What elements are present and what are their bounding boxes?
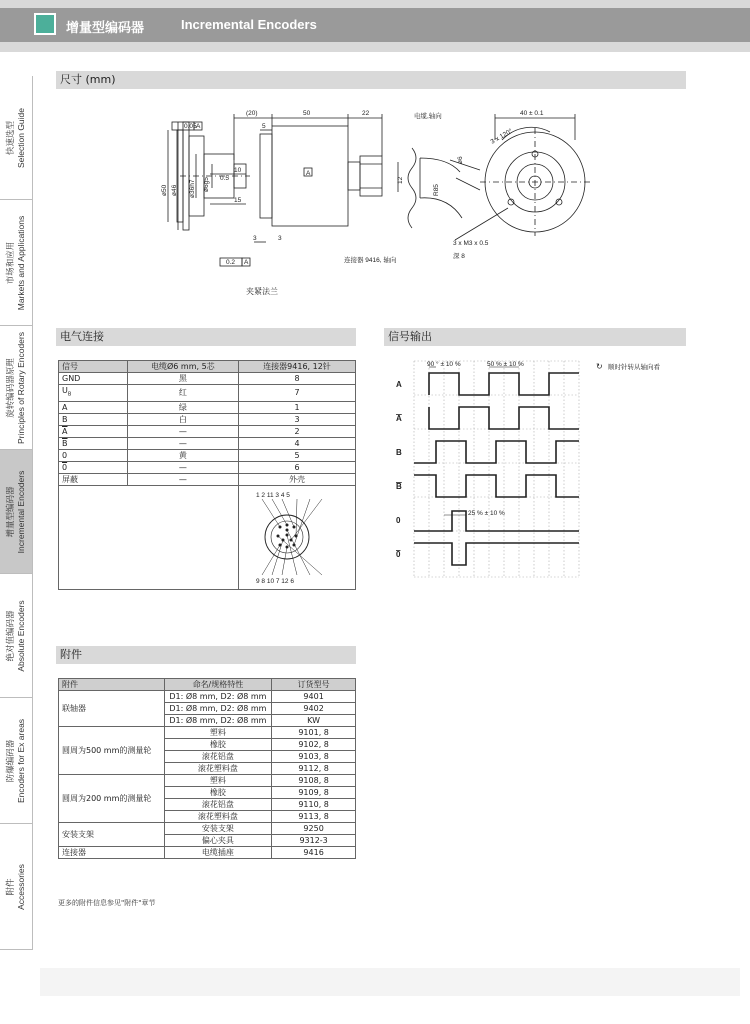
svg-text:ø6: ø6	[457, 156, 464, 164]
cell: 8	[238, 373, 355, 385]
svg-text:0.05: 0.05	[184, 123, 197, 130]
accessories-section-title: 附件	[56, 646, 356, 664]
table-row	[59, 449, 356, 461]
cell: 塑料	[164, 727, 272, 739]
cell: $\overline{A}$	[59, 425, 128, 437]
table-row	[59, 373, 356, 385]
cell: 安装支架	[164, 823, 272, 835]
cell: 9108, 8	[272, 775, 356, 787]
svg-text:25 % ± 10 %: 25 % ± 10 %	[468, 510, 505, 517]
cell: 黄	[127, 449, 238, 461]
group-name: 安装支架	[59, 823, 165, 847]
table-row	[59, 691, 356, 703]
side-tab-label: 绝对值编码器 Absolute Encoders	[5, 599, 26, 672]
side-tab-ex-areas[interactable]	[0, 698, 33, 824]
side-tab-label: 防爆编码器 Encoders for Ex areas	[5, 718, 26, 803]
cell: D1: Ø8 mm, D2: Ø8 mm	[164, 691, 272, 703]
svg-text:A: A	[396, 414, 402, 423]
cell: $U_B$	[59, 385, 128, 402]
svg-text:↻: ↻	[596, 362, 603, 371]
cell: 9103, 8	[272, 751, 356, 763]
header-order: 订货型号	[272, 679, 356, 691]
svg-text:10: 10	[234, 167, 242, 174]
cell: 9416	[272, 847, 356, 859]
cell: 7	[238, 385, 355, 402]
cell: 白	[127, 413, 238, 425]
table-header-row	[59, 361, 356, 373]
table-row	[59, 775, 356, 787]
cell: 橡胶	[164, 739, 272, 751]
svg-text:15: 15	[234, 197, 242, 204]
svg-text:顺时针转从轴向看: 顺时针转从轴向看	[608, 364, 660, 371]
cell: 9312-3	[272, 835, 356, 847]
cell: 3	[238, 413, 355, 425]
cell: 滚花塑料盘	[164, 811, 272, 823]
electrical-section-title: 电气连接	[56, 328, 356, 346]
cell: B	[59, 413, 128, 425]
cell: 9110, 8	[272, 799, 356, 811]
svg-text:12: 12	[397, 176, 404, 184]
svg-text:ø50: ø50	[161, 184, 168, 196]
group-name: 圆周为500 mm的测量轮	[59, 727, 165, 775]
page-header	[0, 0, 750, 52]
cell: —	[127, 425, 238, 437]
cell: 滚花塑料盘	[164, 763, 272, 775]
table-row	[59, 727, 356, 739]
cell: 偏心夹具	[164, 835, 272, 847]
header-signal: 信号	[59, 361, 128, 373]
cell: 黑	[127, 373, 238, 385]
svg-text:5: 5	[262, 123, 266, 130]
cell: 滚花铝盘	[164, 751, 272, 763]
electrical-table	[58, 360, 356, 590]
table-row	[59, 823, 356, 835]
pinout-cell	[238, 485, 355, 589]
side-tab-label: 增量型编码器 Incremental Encoders	[5, 470, 26, 553]
side-tab-label: 附件 Accessories	[5, 863, 26, 910]
header-logo-square	[34, 13, 56, 35]
table-header-row	[59, 679, 356, 691]
group-name: 圆周为200 mm的测量轮	[59, 775, 165, 823]
cell: 9102, 8	[272, 739, 356, 751]
svg-text:0: 0	[396, 516, 401, 525]
cell: 9101, 8	[272, 727, 356, 739]
cell: 9109, 8	[272, 787, 356, 799]
table-row	[59, 425, 356, 437]
table-row	[59, 437, 356, 449]
cell: 外壳	[238, 473, 355, 485]
side-tab-markets[interactable]	[0, 200, 33, 326]
svg-text:3 x M3 x 0.5: 3 x M3 x 0.5	[453, 240, 489, 247]
cell: $\overline{B}$	[59, 437, 128, 449]
group-name: 联轴器	[59, 691, 165, 727]
dimension-drawing	[150, 100, 600, 305]
svg-text:R85: R85	[433, 184, 440, 196]
cell: 4	[238, 437, 355, 449]
signal-section-title: 信号输出	[384, 328, 686, 346]
header-cable: 电缆Ø6 mm, 5芯	[127, 361, 238, 373]
cell: D1: Ø8 mm, D2: Ø8 mm	[164, 703, 272, 715]
svg-text:B: B	[396, 482, 402, 491]
connector-pinout-diagram	[242, 487, 352, 587]
cell: 绿	[127, 401, 238, 413]
side-tab-absolute[interactable]	[0, 574, 33, 698]
svg-text:电缆,轴向: 电缆,轴向	[414, 113, 442, 120]
accessories-note: 更多的附件信息参见"附件"章节	[58, 899, 156, 907]
svg-text:40 ± 0.1: 40 ± 0.1	[520, 110, 544, 117]
svg-text:B: B	[396, 448, 402, 457]
cell: 9113, 8	[272, 811, 356, 823]
cell: 0	[59, 449, 128, 461]
svg-text:0.2: 0.2	[226, 259, 236, 266]
side-tab-incremental[interactable]	[0, 450, 33, 574]
svg-text:ø36h7: ø36h7	[189, 179, 196, 198]
side-tab-label: 市场和应用 Markets and Applications	[5, 215, 26, 310]
table-row	[59, 847, 356, 859]
cell: D1: Ø8 mm, D2: Ø8 mm	[164, 715, 272, 727]
side-tab-accessories[interactable]	[0, 824, 33, 950]
svg-text:3: 3	[253, 235, 257, 242]
cell: KW	[272, 715, 356, 727]
svg-text:A: A	[244, 259, 249, 266]
svg-text:3 x 120°: 3 x 120°	[489, 127, 514, 146]
cell: 红	[127, 385, 238, 402]
table-row	[59, 461, 356, 473]
cell: 2	[238, 425, 355, 437]
footer-band	[40, 968, 740, 996]
svg-text:A: A	[306, 170, 311, 177]
cell: —	[127, 437, 238, 449]
header-connector: 连接器9416, 12针	[238, 361, 355, 373]
svg-text:50: 50	[303, 110, 311, 117]
svg-text:0: 0	[396, 550, 401, 559]
header-title-cn: 增量型编码器	[66, 21, 145, 36]
cell: 1	[238, 401, 355, 413]
cell: 6	[238, 461, 355, 473]
table-row	[59, 413, 356, 425]
side-tab-principles[interactable]	[0, 326, 33, 450]
cell: 塑料	[164, 775, 272, 787]
svg-text:(20): (20)	[246, 110, 258, 117]
table-row	[59, 473, 356, 485]
table-row	[59, 385, 356, 402]
pinout-row	[59, 485, 356, 589]
svg-text:9 8 10 7 12 6: 9 8 10 7 12 6	[255, 578, 294, 586]
svg-text:连接器 9416, 轴向: 连接器 9416, 轴向	[344, 257, 397, 264]
signal-timing-diagram	[384, 355, 684, 587]
svg-text:1 2 11 3 4 5: 1 2 11 3 4 5	[255, 492, 290, 500]
svg-text:90 ° ± 10 %: 90 ° ± 10 %	[427, 361, 461, 368]
cell: 9401	[272, 691, 356, 703]
svg-text:A: A	[196, 123, 201, 130]
cell: 屏蔽	[59, 473, 128, 485]
table-row	[59, 401, 356, 413]
svg-text:22: 22	[362, 110, 370, 117]
group-name: 连接器	[59, 847, 165, 859]
svg-text:深 8: 深 8	[453, 253, 465, 260]
svg-text:A: A	[396, 380, 402, 389]
cell: GND	[59, 373, 128, 385]
side-tab-label: 旋转编码器原理 Principles of Rotary Encoders	[5, 331, 26, 444]
cell: —	[127, 473, 238, 485]
svg-text:50 % ± 10 %: 50 % ± 10 %	[487, 361, 524, 368]
cell: A	[59, 401, 128, 413]
cell: 电缆插座	[164, 847, 272, 859]
svg-text:ø46: ø46	[171, 184, 178, 196]
cell: 9402	[272, 703, 356, 715]
side-tab-selection-guide[interactable]	[0, 76, 33, 200]
svg-text:3: 3	[278, 235, 282, 242]
dimensions-section-title: 尺寸 (mm)	[56, 71, 686, 89]
empty-cell	[59, 485, 239, 589]
side-tab-label: 快速选型 Selection Guide	[5, 107, 26, 168]
cell: 5	[238, 449, 355, 461]
svg-text:夹紧法兰: 夹紧法兰	[246, 287, 278, 296]
cell: 橡胶	[164, 787, 272, 799]
accessories-table	[58, 678, 356, 859]
cell: 9250	[272, 823, 356, 835]
svg-text:ø6g5: ø6g5	[203, 177, 210, 192]
cell: 0	[59, 461, 128, 473]
header-accessory: 附件	[59, 679, 165, 691]
svg-text:0.5: 0.5	[220, 175, 230, 182]
header-spec: 命名/规格特性	[164, 679, 272, 691]
cell: 滚花铝盘	[164, 799, 272, 811]
cell: 9112, 8	[272, 763, 356, 775]
cell: —	[127, 461, 238, 473]
header-title-en: Incremental Encoders	[181, 17, 317, 32]
